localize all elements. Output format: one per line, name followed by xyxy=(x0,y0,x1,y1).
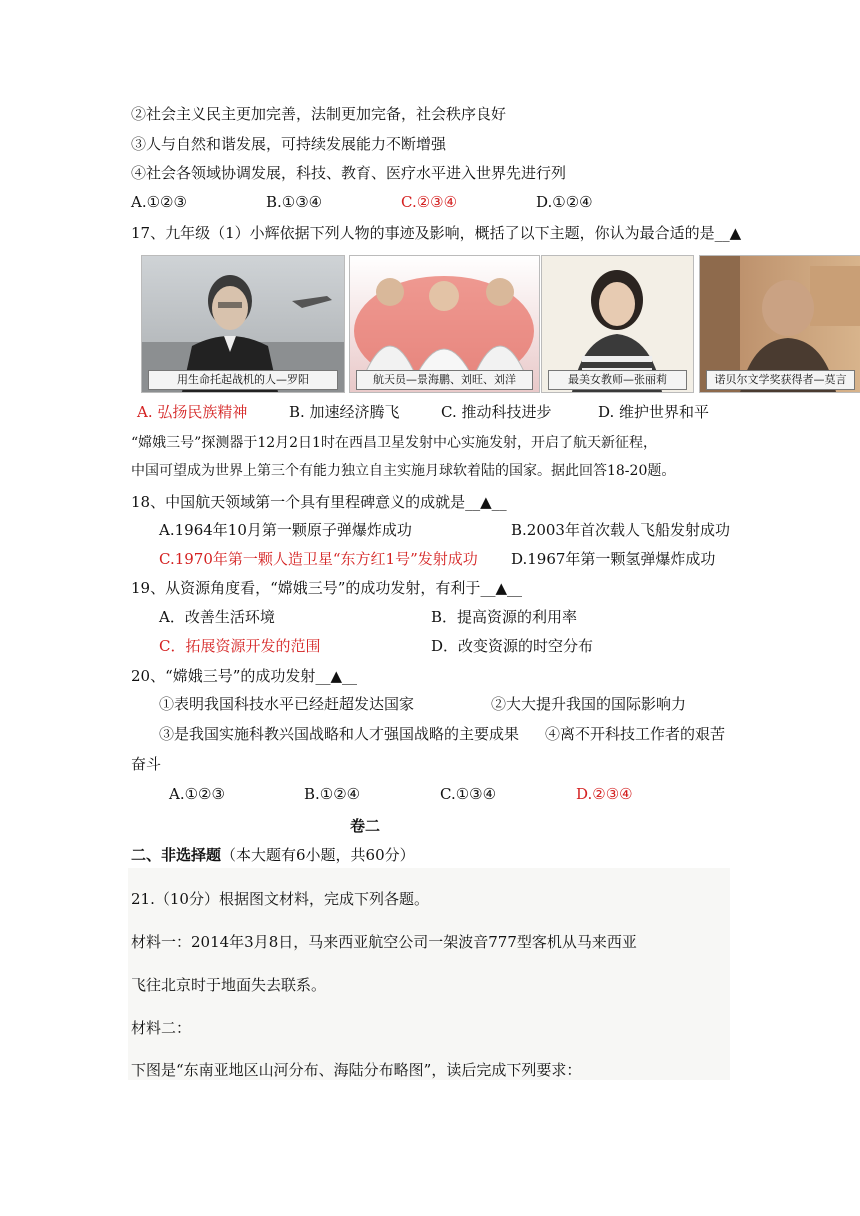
q17-stem-text: 17、九年级（1）小辉依据下列人物的事迹及影响，概括了以下主题，你认为最合适的是 xyxy=(131,224,715,242)
statement-2: ②社会主义民主更加完善，法制更加完备，社会秩序良好 xyxy=(131,105,507,123)
q17-blank: __▲ xyxy=(714,224,742,242)
q20-statement-1: ①表明我国科技水平已经赶超发达国家 xyxy=(159,695,415,713)
caption-astronauts: 航天员—景海鹏、刘旺、刘洋 xyxy=(356,370,533,390)
q21-stem: 21.（10分）根据图文材料，完成下列各题。 xyxy=(131,890,429,908)
q16-option-a: A.①②③ xyxy=(131,193,187,211)
q17-option-a: A. 弘扬民族精神 xyxy=(137,403,248,421)
photo-astronauts xyxy=(349,255,540,393)
section-heading xyxy=(131,845,415,865)
q17-option-c: C. 推动科技进步 xyxy=(441,403,552,421)
passage-line-2: 中国可望成为世界上第三个有能力独立自主实施月球软着陆的国家。据此回答18-20题。 xyxy=(131,463,676,479)
passage-line-1: “嫦娥三号”探测器于12月2日1时在西昌卫星发射中心实施发射，开启了航天新征程， xyxy=(131,435,657,451)
q20-statement-3: ③是我国实施科教兴国战略和人才强国战略的主要成果 xyxy=(159,725,520,743)
q20-option-c: C.①③④ xyxy=(440,785,497,803)
q17-option-d: D. 维护世界和平 xyxy=(598,403,710,421)
q20-statement-2: ②大大提升我国的国际影响力 xyxy=(491,695,687,713)
q18-blank: __▲__ xyxy=(465,493,507,511)
q16-option-d: D.①②④ xyxy=(536,193,593,211)
caption-moyan: 诺贝尔文学奖获得者—莫言 xyxy=(706,370,855,390)
q20-statement-4-cont: 奋斗 xyxy=(131,755,162,773)
section-note: （本大题有6小题，共60分） xyxy=(221,846,415,864)
q20-stem xyxy=(131,666,357,686)
q19-stem-text: 19、从资源角度看，“嫦娥三号”的成功发射，有利于 xyxy=(131,579,481,597)
q19-stem xyxy=(131,578,522,598)
q16-option-c: C.②③④ xyxy=(401,193,458,211)
q18-stem-text: 18、中国航天领域第一个具有里程碑意义的成就是 xyxy=(131,493,466,511)
q20-option-b: B.①②④ xyxy=(304,785,361,803)
statement-3: ③人与自然和谐发展，可持续发展能力不断增强 xyxy=(131,135,447,153)
q18-option-c: C.1970年第一颗人造卫星“东方红1号”发射成功 xyxy=(159,550,478,568)
photo-moyan xyxy=(699,255,860,393)
photo-teacher xyxy=(541,255,694,393)
q21-material-1a: 材料一：2014年3月8日，马来西亚航空公司一架波音777型客机从马来西亚 xyxy=(131,933,637,951)
q19-option-c: C．拓展资源开发的范围 xyxy=(159,637,321,655)
q20-stem-text: 20、“嫦娥三号”的成功发射 xyxy=(131,667,316,685)
section-title: 二、非选择题 xyxy=(131,846,222,864)
q21-material-3: 下图是“东南亚地区山河分布、海陆分布略图”，读后完成下列要求： xyxy=(131,1061,582,1079)
q21-material-2: 材料二： xyxy=(131,1019,192,1037)
caption-luoyang: 用生命托起战机的人—罗阳 xyxy=(148,370,338,390)
q18-option-a: A.1964年10月第一颗原子弹爆炸成功 xyxy=(159,521,412,539)
q19-option-d: D．改变资源的时空分布 xyxy=(431,637,594,655)
q17-option-b: B. 加速经济腾飞 xyxy=(289,403,400,421)
q16-option-b: B.①③④ xyxy=(266,193,323,211)
q19-option-a: A．改善生活环境 xyxy=(159,608,275,626)
q20-option-d: D.②③④ xyxy=(576,785,633,803)
q18-option-b: B.2003年首次载人飞船发射成功 xyxy=(511,521,730,539)
q17-stem xyxy=(131,223,741,243)
statement-4: ④社会各领域协调发展，科技、教育、医疗水平进入世界先进行列 xyxy=(131,164,567,182)
q20-statement-4: ④离不开科技工作者的艰苦 xyxy=(545,725,726,743)
q18-stem xyxy=(131,492,507,512)
q18-option-d: D.1967年第一颗氢弹爆炸成功 xyxy=(511,550,716,568)
q20-option-a: A.①②③ xyxy=(169,785,225,803)
q21-material-1b: 飞往北京时于地面失去联系。 xyxy=(131,976,327,994)
q19-option-b: B．提高资源的利用率 xyxy=(431,608,578,626)
q20-blank: __▲__ xyxy=(315,667,357,685)
photo-luoyang xyxy=(141,255,345,393)
part-title: 卷二 xyxy=(350,817,381,835)
q19-blank: __▲__ xyxy=(480,579,522,597)
caption-teacher: 最美女教师—张丽莉 xyxy=(548,370,687,390)
